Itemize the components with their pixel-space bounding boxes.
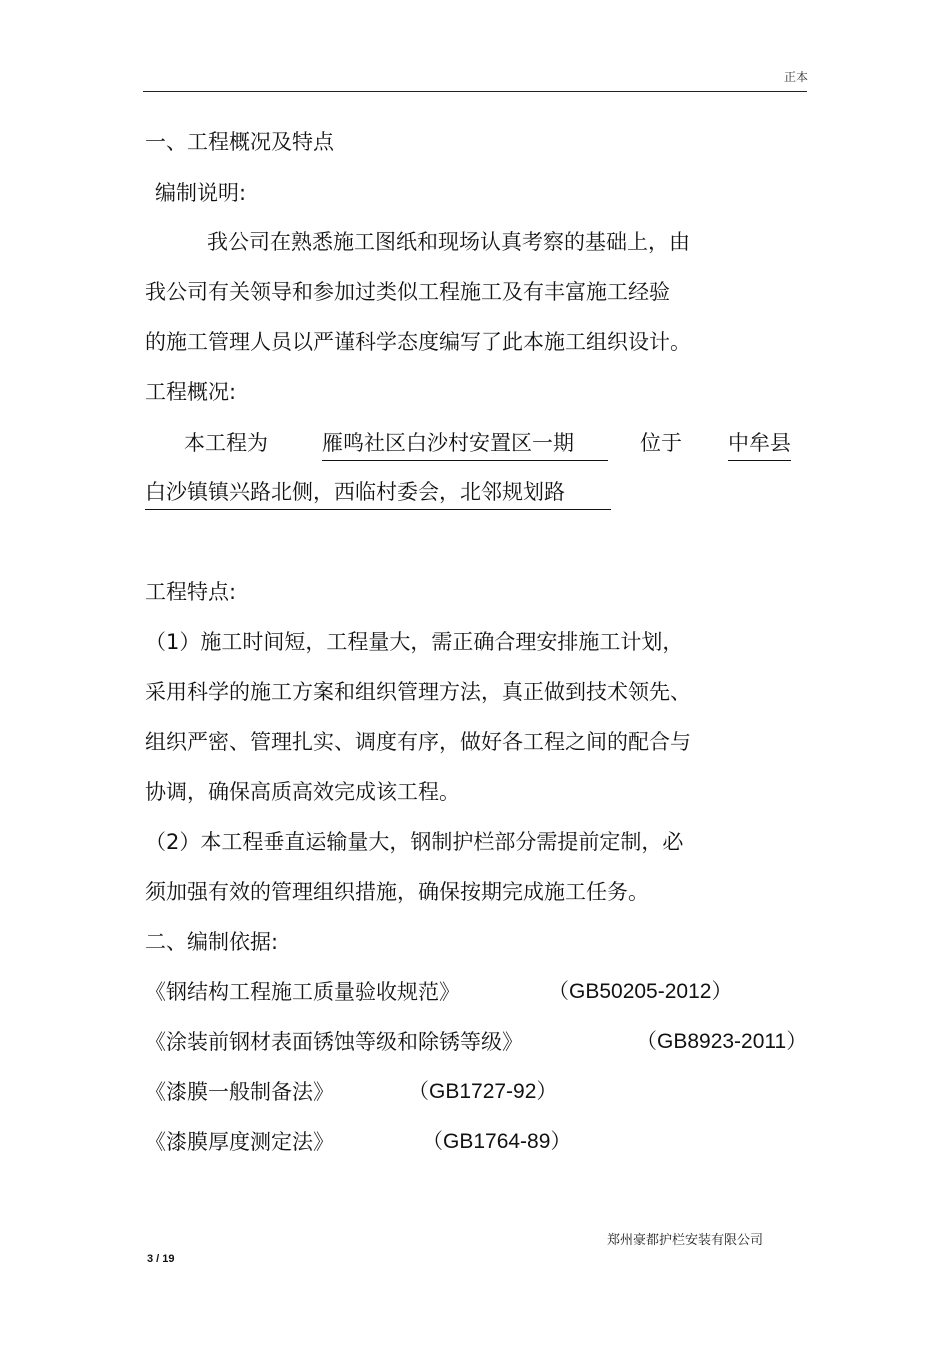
county: 中牟县 [728, 428, 791, 461]
standard-code: （GB1727-92） [408, 1080, 558, 1103]
prep-paragraph-line-1: 我公司在熟悉施工图纸和现场认真考察的基础上，由 [207, 230, 690, 254]
feature-1-line-3: 组织严密、管理扎实、调度有序，做好各工程之间的配合与 [145, 730, 691, 754]
feature-2-line-2: 须加强有效的管理组织措施，确保按期完成施工任务。 [145, 880, 649, 904]
standard-name: 《漆膜一般制备法》 [145, 1080, 334, 1104]
standard-code: （GB50205-2012） [548, 980, 733, 1003]
standard-name: 《涂装前钢材表面锈蚀等级和除锈等级》 [145, 1030, 523, 1054]
overview-label: 工程概况: [145, 380, 237, 404]
section-1-title: 一、工程概况及特点 [145, 130, 334, 154]
project-name: 雁鸣社区白沙村安置区一期 [322, 428, 608, 461]
standard-name: 《钢结构工程施工质量验收规范》 [145, 980, 460, 1004]
feature-1-line-2: 采用科学的施工方案和组织管理方法，真正做到技术领先、 [145, 680, 691, 704]
page-number: 3 / 19 [147, 1253, 175, 1265]
footer-company: 郑州豪都护栏安装有限公司 [607, 1233, 764, 1248]
feature-2-line-1: （2）本工程垂直运输量大，钢制护栏部分需提前定制，必 [145, 830, 684, 854]
standard-name: 《漆膜厚度测定法》 [145, 1130, 334, 1154]
located-at: 位于 [640, 431, 682, 455]
features-label: 工程特点: [145, 580, 237, 604]
section-2-title: 二、编制依据: [145, 930, 279, 954]
feature-1-line-1: （1）施工时间短，工程量大，需正确合理安排施工计划， [145, 630, 684, 654]
header-tag: 正本 [783, 70, 808, 84]
prep-label: 编制说明: [155, 181, 247, 205]
prep-paragraph-line-3: 的施工管理人员以严谨科学态度编写了此本施工组织设计。 [145, 330, 691, 354]
overview-prefix: 本工程为 [184, 431, 268, 455]
feature-1-line-4: 协调，确保高质高效完成该工程。 [145, 780, 460, 804]
prep-paragraph-line-2: 我公司有关领导和参加过类似工程施工及有丰富施工经验 [145, 280, 670, 304]
standard-code: （GB8923-2011） [636, 1030, 808, 1053]
standard-code: （GB1764-89） [422, 1130, 572, 1153]
location-detail: 白沙镇镇兴路北侧，西临村委会，北邻规划路 [145, 477, 611, 510]
